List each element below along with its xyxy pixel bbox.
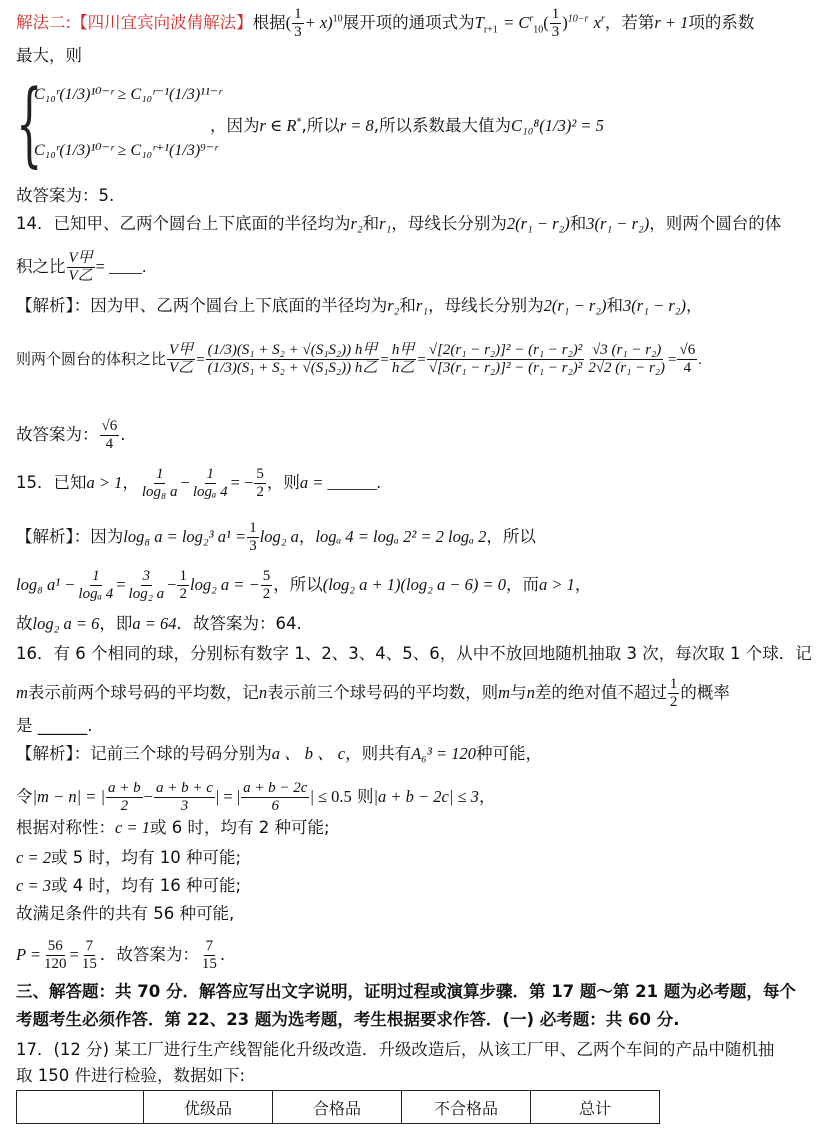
expr: = C	[503, 13, 530, 32]
expr: |a + b − 2c| ≤ 3	[373, 787, 479, 806]
q17-line1: 17．(12 分) 某工厂进行生产线智能化升级改造．升级改造后，从该工厂甲、乙两个车间的产品中随机抽	[16, 1040, 775, 1059]
sup: r	[529, 13, 534, 25]
num: a + b − 2c	[243, 780, 308, 796]
text: ．故答案为：	[99, 945, 199, 964]
blank: = ____.	[95, 257, 147, 276]
expr: |m − n| = |	[32, 787, 106, 806]
text: 15．已知	[16, 473, 87, 492]
text: 【解析】：因为	[16, 527, 124, 546]
den: V乙	[68, 268, 93, 284]
expr: P =	[16, 945, 42, 964]
q14-stem-line2	[16, 250, 146, 285]
expr: log₈ a = log₂³ a¹ =	[123, 527, 247, 546]
expr: =	[116, 575, 126, 594]
den: 2	[669, 694, 678, 710]
fraction	[668, 676, 680, 711]
den: 3	[294, 24, 302, 40]
method2-line2: 最大，则	[16, 46, 82, 65]
den: 3	[551, 24, 560, 40]
num: 1	[155, 466, 164, 482]
expr: r₂	[350, 214, 363, 233]
method2-line1: 解法二:【四川宜宾向波倩解法】根据( $\frac{1}{3}$ + x)$^{10}$展开项的通项式为$T_{r+1} = C^r_{10}$( $\frac{1}{3}$ )$^{10-r}$ $x^r$，若第r + 1项的系数	[16, 6, 755, 40]
text: 的概率	[680, 683, 730, 702]
data-table	[16, 1090, 660, 1124]
num: 1	[249, 520, 257, 536]
fraction	[76, 568, 115, 603]
num: √[2(r₁ − r₂)]² − (r₁ − r₂)²	[428, 342, 583, 358]
text: ，则	[266, 473, 300, 492]
text: 和	[606, 296, 624, 315]
fraction	[167, 342, 195, 377]
expr: (log₂ a + 1)(log₂ a − 6) = 0	[322, 575, 506, 594]
expr: a > 1	[86, 473, 123, 492]
num: √3 (r₁ − r₂)	[592, 342, 662, 358]
text: ，所以	[273, 575, 323, 594]
text: 与	[510, 683, 527, 702]
q16-analysis-line1	[16, 742, 542, 766]
den: 2	[256, 484, 264, 500]
q17-line2: 取 150 件进行检验，数据如下:	[16, 1066, 246, 1085]
fraction	[80, 938, 99, 973]
text: ，	[298, 527, 316, 546]
fraction	[206, 342, 380, 377]
text: ，	[574, 575, 592, 594]
den: 2	[179, 586, 187, 602]
text: 种可能，	[475, 744, 542, 763]
sub: r+1	[483, 24, 498, 36]
q16-case2	[16, 846, 241, 870]
expr: r = 8	[339, 116, 374, 135]
text: ，母线长分别为	[428, 296, 544, 315]
fraction	[127, 568, 167, 603]
sup: *	[296, 116, 302, 128]
num: 1	[92, 568, 100, 584]
fraction	[200, 938, 219, 973]
fraction	[427, 342, 584, 377]
q16-total: 故满足条件的共有 56 种可能,	[16, 904, 235, 923]
den: 3	[249, 538, 257, 554]
den: 15	[81, 956, 97, 972]
expr: log₂ a = 6	[32, 614, 100, 633]
expr: log₈ a¹ −	[16, 575, 76, 594]
text: ，所以	[486, 527, 536, 546]
den: 6	[271, 798, 280, 814]
method2-conclusion	[210, 114, 604, 138]
fraction	[191, 466, 230, 501]
text: 或 6 时，均有 2 种可能;	[149, 818, 330, 837]
num: 56	[47, 938, 63, 954]
fraction	[247, 520, 259, 555]
table-header-row	[17, 1091, 660, 1124]
expr: n	[258, 683, 268, 702]
text: ，	[122, 473, 139, 492]
inequality-2: C₁₀ʳ(1/3)¹⁰⁻ʳ ≥ C₁₀ʳ⁺¹(1/3)⁹⁻ʳ	[34, 142, 218, 159]
den: 3	[180, 798, 189, 814]
text: 差的绝对值不超过	[534, 683, 667, 702]
expr: c = 1	[115, 818, 150, 837]
text: .	[219, 945, 226, 964]
fraction	[100, 418, 120, 453]
expr: 2(r₁ − r₂)	[506, 214, 570, 233]
num: h甲	[391, 342, 415, 358]
fraction	[67, 250, 95, 285]
text: 14．已知甲、乙两个圆台上下底面的半径均为	[16, 214, 351, 233]
num: a + b	[108, 780, 141, 796]
expr: log₂ a = −	[189, 575, 260, 594]
num: 1	[669, 676, 678, 692]
q14-analysis-line1	[16, 294, 703, 318]
sub: 10	[533, 24, 544, 36]
expr: 2(r₁ − r₂)	[543, 296, 607, 315]
method2-answer: 故答案为：5.	[16, 186, 115, 205]
q16-case3	[16, 874, 241, 898]
table-header-cell: 优级品	[144, 1091, 273, 1124]
text: ，	[686, 296, 703, 315]
expr: A₆³ = 120	[411, 744, 476, 763]
fraction	[154, 780, 215, 815]
text: 令	[16, 787, 33, 806]
q14-volume-ratio: 则两个圆台的体积之比 $\frac{\text{V甲}}{\text{V乙}}$ = $\frac{\text{(1/3)(S₁ + S₂ + √(S₁S₂)) h甲}}{\text{(1/3)(S₁ + S₂ + √(S₁S₂)) h乙}}$ = $\frac{\text{h甲}}{\text{h乙}}$ = $\frac{\text{√[2(r₁ − r₂)]² − (r₁ − r₂)²}}{\text{√[3(r₁ − r₂)]² − (r₁ − r₂)²}}$ $\frac{\text{√3 (r₁ − r₂)}}{\text{2√2 (r₁ − r₂)}}$ = $\frac{√6}{4}$ .	[16, 342, 702, 376]
text: 故答案为：	[16, 425, 99, 444]
expr: c = 3	[16, 876, 51, 895]
num: 5	[256, 466, 264, 482]
sup: 10	[332, 13, 343, 25]
num: √6	[679, 342, 696, 358]
q15-stem: 15．已知a > 1， $\frac{1}{\text{log₈ a}}$ − $\frac{1}{\text{logₐ 4}}$ = − $\frac{5}{2}$ ，则a = ______.	[16, 466, 382, 500]
text: 积之比	[16, 257, 66, 276]
fraction	[261, 568, 273, 603]
expr: c = 2	[16, 848, 51, 867]
sup: 10−r	[567, 13, 589, 25]
expr: r₁	[415, 296, 429, 315]
text: ，	[478, 787, 496, 806]
expr: C₁₀⁸(1/3)² = 5	[511, 116, 604, 135]
section3-line1: 三、解答题：共 70 分．解答应写出文字说明，证明过程或演算步骤．第 17 题～第 21 题为必考题，每个	[16, 982, 796, 1001]
expr: a > 1	[538, 575, 575, 594]
den: 2	[120, 798, 129, 814]
text: ，母线长分别为	[391, 214, 507, 233]
text: 根据对称性：	[16, 818, 115, 837]
q15-analysis-line1	[16, 520, 536, 555]
expr: | ≤ 0.5	[310, 787, 352, 806]
text: 项的系数	[688, 13, 755, 32]
expr: m	[16, 683, 28, 702]
text: 【解析】：记前三个球的号码分别为	[16, 744, 272, 763]
text: 和	[362, 214, 380, 233]
expr: a = 64	[132, 614, 177, 633]
expr: T	[474, 13, 484, 32]
num: 1	[551, 6, 560, 22]
text: 则	[356, 787, 374, 806]
expr: r + 1	[654, 13, 689, 32]
text: 【解析】：因为甲、乙两个圆台上下底面的半径均为	[16, 296, 388, 315]
text: ,所以	[301, 116, 340, 135]
fraction	[254, 466, 266, 501]
table-header-cell: 不合格品	[402, 1091, 531, 1124]
den: log₂ a	[128, 586, 165, 602]
q16-analysis-line2	[16, 780, 495, 815]
text: 或 5 时，均有 10 种可能;	[50, 848, 242, 867]
fraction	[586, 342, 667, 377]
text: ，则两个圆台的体	[649, 214, 782, 233]
fraction	[677, 342, 697, 377]
inequality-system	[16, 70, 222, 182]
num: 5	[262, 568, 271, 584]
q14-stem-line1	[16, 212, 781, 236]
table-header-cell	[17, 1091, 144, 1124]
q16-case1	[16, 816, 330, 840]
text: 根据	[252, 13, 286, 32]
text: ,所以系数最大值为	[373, 116, 512, 135]
expr: r₁	[379, 214, 392, 233]
q16-probability	[16, 938, 225, 973]
num: 1	[179, 568, 187, 584]
fraction	[106, 780, 143, 815]
num: (1/3)(S₁ + S₂ + √(S₁S₂)) h甲	[207, 342, 378, 358]
expr: =	[69, 945, 79, 964]
expr: log₂ a	[259, 527, 299, 546]
den: logₐ 4	[78, 586, 114, 602]
fraction	[241, 780, 309, 815]
text: 展开项的通项式为	[342, 13, 475, 32]
den: 2√2 (r₁ − r₂)	[588, 360, 666, 376]
den: √[3(r₁ − r₂)]² − (r₁ − r₂)²	[428, 360, 583, 376]
num: V甲	[68, 250, 93, 266]
sup: r	[600, 13, 605, 25]
num: √6	[101, 418, 118, 434]
num: a + b + c	[155, 780, 213, 796]
num: 7	[205, 938, 214, 954]
expr: m	[498, 683, 511, 702]
text: 表示前三个球号码的平均数，则	[267, 683, 499, 702]
expr: = −	[230, 473, 254, 492]
num: 1	[294, 6, 302, 22]
num: V甲	[169, 342, 194, 358]
num: 7	[85, 938, 94, 954]
text: 和	[569, 214, 587, 233]
den: h乙	[391, 360, 415, 376]
q16-line2	[16, 676, 730, 711]
expr: r₂	[387, 296, 400, 315]
den: log₈ a	[141, 484, 178, 500]
method2-source: 【四川宜宾向波倩解法】	[71, 13, 253, 32]
den: V乙	[169, 360, 194, 376]
expr: −	[143, 787, 153, 806]
fraction	[292, 6, 304, 41]
expr: r ∈ R	[259, 116, 297, 135]
table-header-cell: 合格品	[273, 1091, 402, 1124]
den: 4	[105, 436, 114, 452]
text: ，则共有	[345, 744, 412, 763]
fraction	[177, 568, 189, 603]
den: 15	[201, 956, 217, 972]
expr: | = |	[215, 787, 241, 806]
text: 故	[16, 614, 33, 633]
fraction	[550, 6, 562, 41]
num: 1	[206, 466, 214, 482]
text: ，因为	[210, 116, 260, 135]
text: 表示前两个球号码的平均数，记	[27, 683, 259, 702]
fraction	[390, 342, 417, 377]
expr: x	[593, 13, 601, 32]
q16-line1: 16．有 6 个相同的球，分别标有数字 1、2、3、4、5、6，从中不放回地随机抽取 3 次，每次取 1 个球．记	[16, 644, 812, 663]
fraction	[140, 466, 180, 501]
section3-line2: 考题考生必须作答．第 22、23 题为选考题，考生根据要求作答．(一) 必考题：共 60 分.	[16, 1010, 680, 1029]
expr: −	[167, 575, 177, 594]
expr: + x)	[304, 13, 333, 32]
den: 2	[262, 586, 271, 602]
expr: n	[526, 683, 535, 702]
den: (1/3)(S₁ + S₂ + √(S₁S₂)) h乙	[207, 360, 378, 376]
text: ，即	[99, 614, 133, 633]
expr: a = ______.	[299, 473, 382, 492]
den: 120	[44, 956, 67, 972]
method2-head: 解法二:	[16, 13, 72, 32]
q15-analysis-line2	[16, 568, 591, 603]
text: 或 4 时，均有 16 种可能;	[50, 876, 242, 895]
expr: a 、 b 、 c	[271, 744, 346, 763]
den: logₐ 4	[192, 484, 228, 500]
text: ，而	[505, 575, 539, 594]
text: 则两个圆台的体积之比	[16, 350, 167, 368]
brace-icon: {	[16, 70, 43, 177]
expr: logₐ 4 = logₐ 2² = 2 logₐ 2	[315, 527, 487, 546]
expr: 3(r₁ − r₂)	[586, 214, 650, 233]
q16-line3: 是 ______.	[16, 716, 93, 735]
fraction	[42, 938, 69, 973]
text: ．故答案为：64.	[176, 614, 302, 633]
table-header-cell: 总计	[531, 1091, 660, 1124]
den: 4	[683, 360, 692, 376]
inequality-1: C₁₀ʳ(1/3)¹⁰⁻ʳ ≥ C₁₀ʳ⁻¹(1/3)¹¹⁻ʳ	[34, 86, 222, 103]
q14-answer: 故答案为： $\frac{√6}{4}$ .	[16, 418, 126, 452]
expr: 3(r₁ − r₂)	[623, 296, 686, 315]
q15-answer	[16, 612, 302, 636]
text: ，若第	[604, 13, 655, 32]
text: 和	[399, 296, 416, 315]
num: 3	[142, 568, 151, 584]
